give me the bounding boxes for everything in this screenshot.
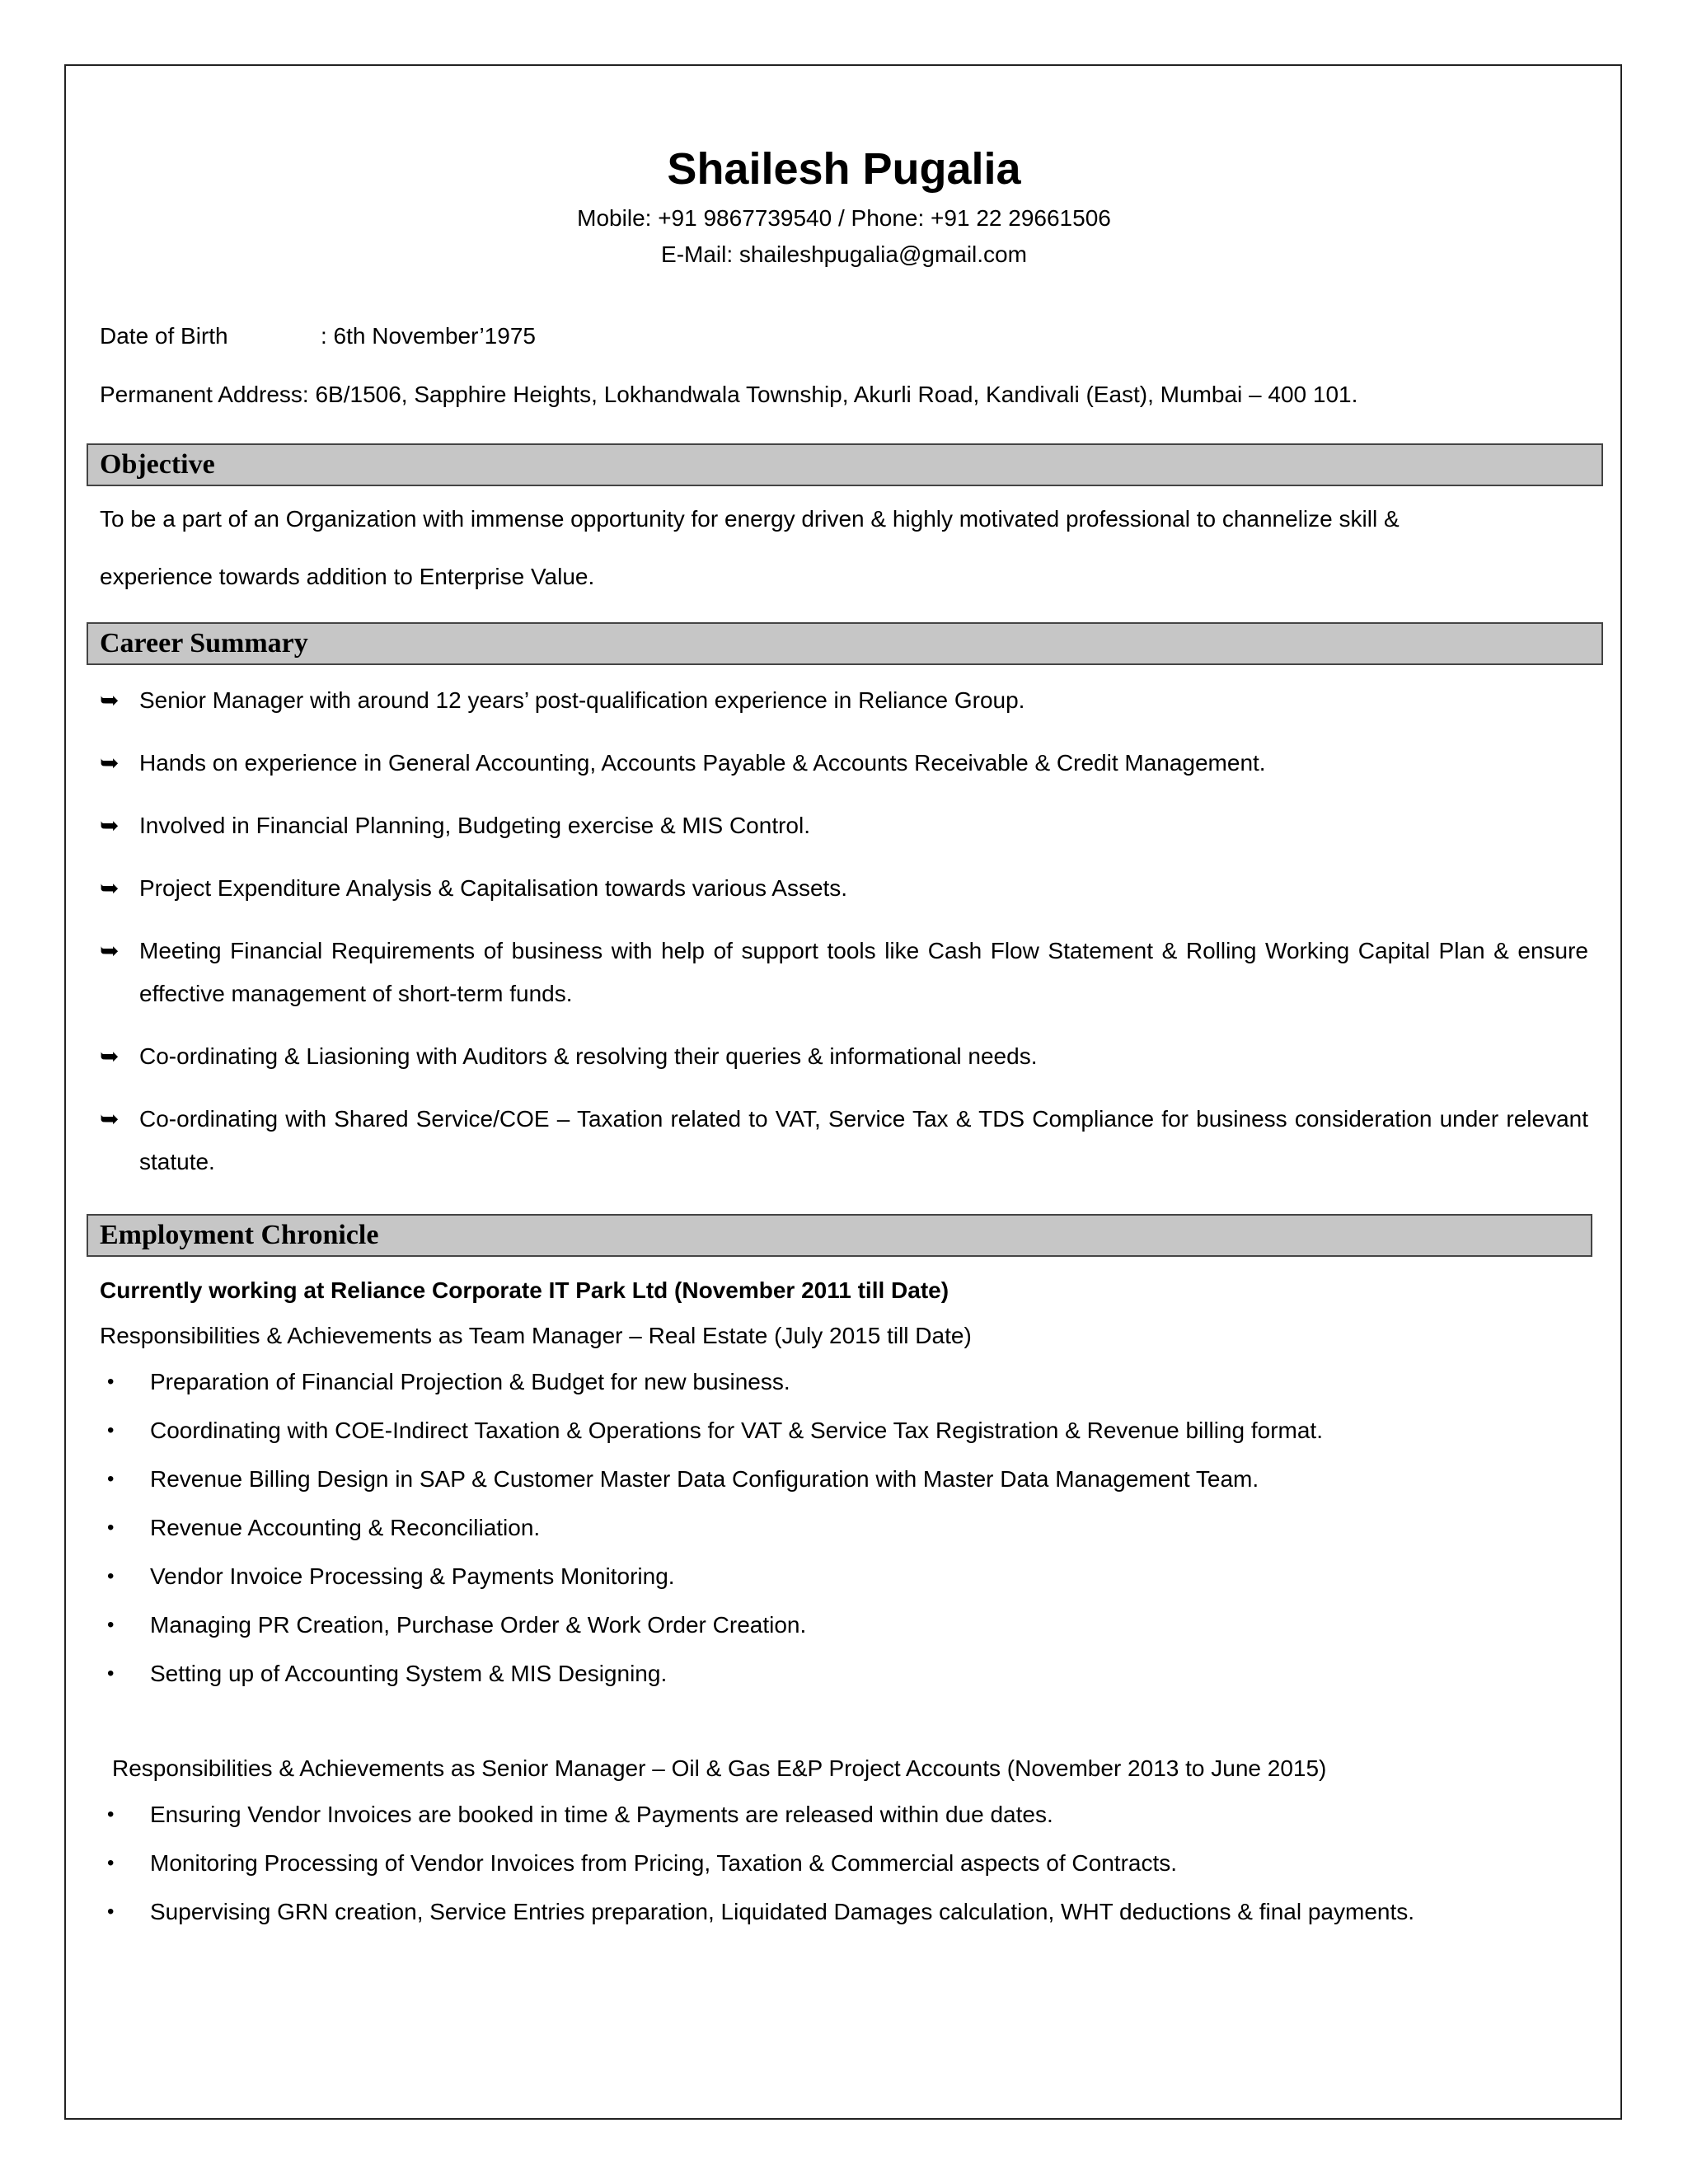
bullet-dot-icon: • xyxy=(107,1852,115,1874)
arrow-bullet-icon: ➥ xyxy=(100,1043,120,1069)
objective-text-line-2: experience towards addition to Enterprise Value. xyxy=(100,564,595,589)
role-1-bullet-text: Revenue Accounting & Reconciliation. xyxy=(150,1515,541,1540)
bullet-dot-icon: • xyxy=(107,1516,115,1539)
role-2-bullet-text: Ensuring Vendor Invoices are booked in time & Payments are released within due dates. xyxy=(150,1802,1053,1827)
role-2-bullet xyxy=(107,1850,1177,1877)
career-summary-text: Involved in Financial Planning, Budgeting exercise & MIS Control. xyxy=(139,813,810,838)
role-1-bullet xyxy=(107,1563,675,1590)
section-header-employment-chronicle: Employment Chronicle xyxy=(87,1214,1592,1257)
role-1-bullet xyxy=(107,1418,1323,1444)
career-summary-text: Meeting Financial Requirements of business with help of support tools like Cash Flow Statement & Rolling Working Capital Plan & ensure effective management of short-term funds. xyxy=(139,938,1588,1006)
role-2-bullet-text: Supervising GRN creation, Service Entries preparation, Liquidated Damages calculation, WHT deductions & final payments. xyxy=(150,1899,1415,1924)
career-summary-item xyxy=(100,742,1588,785)
role-1-bullet-text: Coordinating with COE-Indirect Taxation & Operations for VAT & Service Tax Registration & Revenue billing format. xyxy=(150,1418,1323,1443)
current-employer: Currently working at Reliance Corporate IT Park Ltd (November 2011 till Date) xyxy=(100,1277,950,1303)
role-1-bullet xyxy=(107,1661,667,1687)
role-1-bullet-text: Vendor Invoice Processing & Payments Monitoring. xyxy=(150,1563,675,1589)
bullet-dot-icon: • xyxy=(107,1468,115,1490)
contact-phone-line: Mobile: +91 9867739540 / Phone: +91 22 29661506 xyxy=(577,205,1111,231)
career-summary-item xyxy=(100,1035,1588,1078)
career-summary-item xyxy=(100,867,1588,910)
career-summary-text: Co-ordinating with Shared Service/COE – Taxation related to VAT, Service Tax & TDS Compliance for business consideration under relevant statute. xyxy=(139,1106,1588,1174)
bullet-dot-icon: • xyxy=(107,1371,115,1393)
role-2-bullet xyxy=(107,1802,1053,1828)
career-summary-item xyxy=(100,679,1588,722)
section-header-objective: Objective xyxy=(87,443,1603,486)
career-summary-item xyxy=(100,804,1588,847)
permanent-address: Permanent Address: 6B/1506, Sapphire Heights, Lokhandwala Township, Akurli Road, Kandivali (East), Mumbai – 400 101. xyxy=(100,382,1358,407)
bullet-dot-icon: • xyxy=(107,1419,115,1441)
role-1-bullet-text: Managing PR Creation, Purchase Order & Work Order Creation. xyxy=(150,1612,807,1638)
arrow-bullet-icon: ➥ xyxy=(100,1106,120,1132)
role-title-senior-manager: Responsibilities & Achievements as Senior Manager – Oil & Gas E&P Project Accounts (November 2013 to June 2015) xyxy=(112,1755,1327,1781)
dob-label: Date of Birth xyxy=(100,323,228,349)
candidate-name: Shailesh Pugalia xyxy=(667,144,1021,194)
role-1-bullet xyxy=(107,1466,1259,1493)
role-2-bullet xyxy=(107,1899,1414,1925)
role-2-bullet-text: Monitoring Processing of Vendor Invoices from Pricing, Taxation & Commercial aspects of Contracts. xyxy=(150,1850,1178,1876)
role-1-bullet xyxy=(107,1515,540,1541)
contact-email-line: E-Mail: shaileshpugalia@gmail.com xyxy=(661,241,1027,267)
career-summary-item xyxy=(100,930,1588,1015)
dob-value: : 6th November’1975 xyxy=(321,323,536,349)
arrow-bullet-icon: ➥ xyxy=(100,750,120,776)
career-summary-text: Project Expenditure Analysis & Capitalisation towards various Assets. xyxy=(139,875,848,901)
bullet-dot-icon: • xyxy=(107,1662,115,1685)
bullet-dot-icon: • xyxy=(107,1900,115,1923)
section-header-career-summary: Career Summary xyxy=(87,622,1603,665)
career-summary-item xyxy=(100,1098,1588,1183)
role-1-bullet xyxy=(107,1369,790,1395)
role-title-team-manager: Responsibilities & Achievements as Team Manager – Real Estate (July 2015 till Date) xyxy=(100,1323,972,1348)
role-1-bullet-text: Revenue Billing Design in SAP & Customer Master Data Configuration with Master Data Management Team. xyxy=(150,1466,1259,1492)
career-summary-text: Co-ordinating & Liasioning with Auditors & resolving their queries & informational needs. xyxy=(139,1043,1038,1069)
role-1-bullet-text: Preparation of Financial Projection & Budget for new business. xyxy=(150,1369,790,1394)
bullet-dot-icon: • xyxy=(107,1565,115,1587)
role-1-bullet-text: Setting up of Accounting System & MIS Designing. xyxy=(150,1661,668,1686)
arrow-bullet-icon: ➥ xyxy=(100,813,120,838)
date-of-birth-row xyxy=(100,323,536,349)
objective-text-line-1: To be a part of an Organization with immense opportunity for energy driven & highly motivated professional to channelize skill & xyxy=(100,506,1400,532)
bullet-dot-icon: • xyxy=(107,1614,115,1636)
role-1-bullet xyxy=(107,1612,806,1638)
bullet-dot-icon: • xyxy=(107,1803,115,1825)
arrow-bullet-icon: ➥ xyxy=(100,938,120,963)
career-summary-text: Hands on experience in General Accounting, Accounts Payable & Accounts Receivable & Credit Management. xyxy=(139,750,1266,776)
career-summary-text: Senior Manager with around 12 years’ post-qualification experience in Reliance Group. xyxy=(139,687,1025,713)
arrow-bullet-icon: ➥ xyxy=(100,687,120,713)
arrow-bullet-icon: ➥ xyxy=(100,875,120,901)
